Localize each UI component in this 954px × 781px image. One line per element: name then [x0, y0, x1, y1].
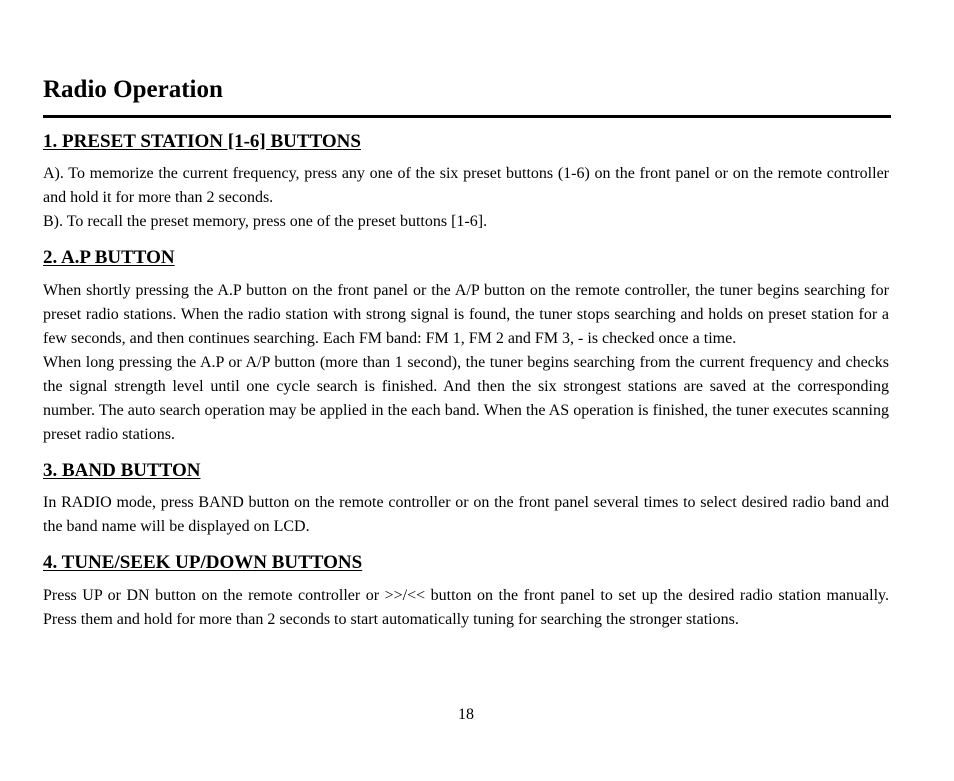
section-band-button [43, 460, 889, 539]
section-paragraph: In RADIO mode, press BAND button on the remote controller or on the front panel several times to select desired radio band and the band name will be displayed on LCD. [43, 494, 889, 535]
section-ap-button [43, 247, 889, 447]
section-preset-station-buttons [43, 131, 889, 234]
section-paragraph: B). To recall the preset memory, press one of the preset buttons [1-6]. [43, 213, 488, 230]
section-heading: 4. TUNE/SEEK UP/DOWN BUTTONS [43, 552, 363, 573]
section-paragraph: A). To memorize the current frequency, press any one of the six preset buttons (1-6) on the front panel or on the remote controller and hold it for more than 2 seconds. [43, 165, 889, 206]
title-divider [43, 115, 891, 118]
document-page [43, 74, 889, 632]
section-paragraph: When shortly pressing the A.P button on the front panel or the A/P button on the remote controller, the tuner begins searching for preset radio stations. When the radio station with strong signal is found, the tuner stops searching and holds on preset station for a few seconds, and then continues searching. Each FM band: FM 1, FM 2 and FM 3, - is checked once a time. [43, 282, 889, 347]
section-paragraph: Press UP or DN button on the remote controller or >>/<< button on the front panel to set up the desired radio station manually. Press them and hold for more than 2 seconds to start automatically tuning for searching the stronger stations. [43, 587, 889, 628]
section-paragraph: When long pressing the A.P or A/P button (more than 1 second), the tuner begins searching from the current frequency and checks the signal strength level until one cycle search is finished. And then the six strongest stations are saved at the corresponding number. The auto search operation may be applied in the each band. When the AS operation is finished, the tuner executes scanning preset radio stations. [43, 354, 889, 443]
section-tune-seek-buttons [43, 552, 889, 632]
page-title: Radio Operation [43, 76, 223, 103]
section-heading: 1. PRESET STATION [1-6] BUTTONS [43, 131, 361, 152]
page-number: 18 [458, 706, 474, 723]
section-heading: 3. BAND BUTTON [43, 460, 201, 481]
section-heading: 2. A.P BUTTON [43, 247, 175, 268]
